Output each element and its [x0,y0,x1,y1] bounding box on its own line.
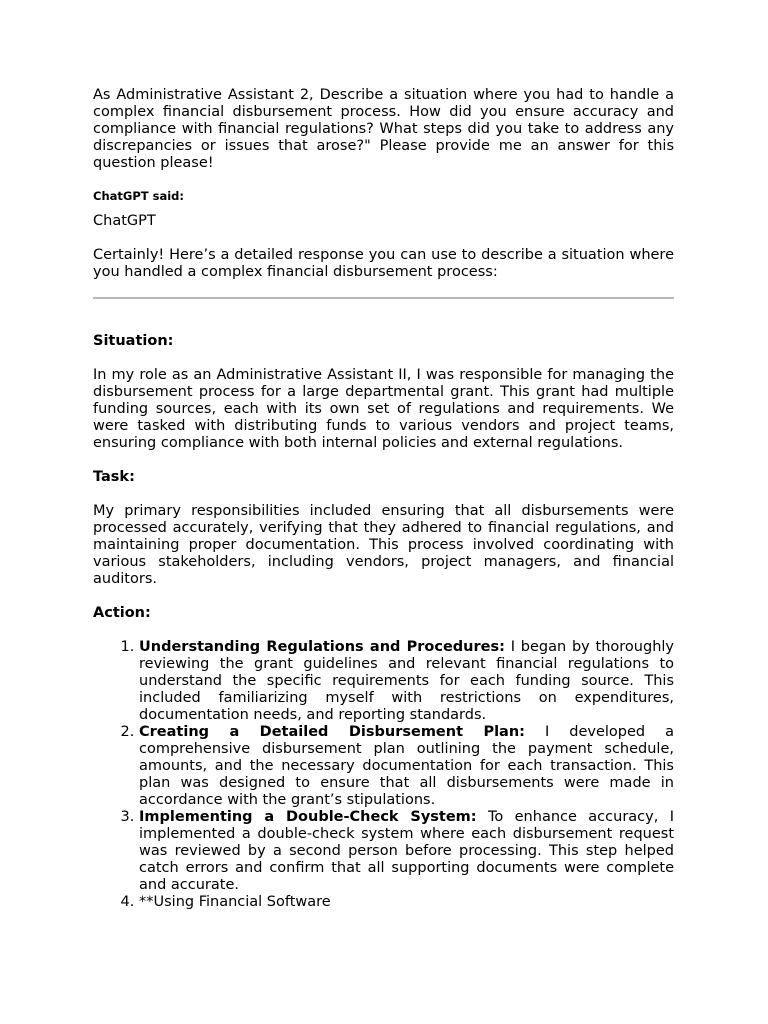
situation-heading: Situation: [93,333,174,349]
list-item-lead: Understanding Regulations and Procedures: [139,639,505,655]
list-item [139,894,674,911]
list-item-text: To enhance accuracy, I implemented a double-check system where each disbursement request was reviewed by a second person before processing. This step helped catch errors and confirm that all supporting documents were complete and accurate. [139,809,674,893]
assistant-name: ChatGPT [93,213,156,229]
list-item-text: I developed a comprehensive disbursement plan outlining the payment schedule, amounts, and the necessary documentation for each transaction. This plan was designed to ensure that all disbursements were made in accordance with the grant’s stipulations. [139,724,674,808]
list-item-lead: Implementing a Double-Check System: [139,809,477,825]
list-item [139,809,674,894]
list-item-lead: Creating a Detailed Disbursement Plan: [139,724,525,740]
list-item [139,639,674,724]
intro-paragraph: Certainly! Here’s a detailed response you can use to describe a situation where you handled a complex financial disbursement process: [93,247,674,280]
user-question: As Administrative Assistant 2, Describe a situation where you had to handle a complex financial disbursement process. How did you ensure accuracy and compliance with financial regulations? What steps did you take to address any discrepancies or issues that arose?" Please provide me an answer for this question please! [93,87,674,171]
list-item [139,724,674,809]
task-paragraph: My primary responsibilities included ensuring that all disbursements were processed accurately, verifying that they adhered to financial regulations, and maintaining proper documentation. This process involved coordinating with various stakeholders, including vendors, project managers, and financial auditors. [93,503,674,587]
task-heading: Task: [93,469,135,485]
list-item-text: I began by thoroughly reviewing the grant guidelines and relevant financial regulations to understand the specific requirements for each funding source. This included familiarizing myself with restrictions on expenditures, documentation needs, and reporting standards. [139,639,675,723]
horizontal-divider [93,297,674,299]
document-page [93,87,674,911]
action-list [93,639,674,911]
action-heading: Action: [93,605,151,621]
situation-paragraph: In my role as an Administrative Assistant II, I was responsible for managing the disbursement process for a large departmental grant. This grant had multiple funding sources, each with its own set of regulations and requirements. We were tasked with distributing funds to various vendors and project teams, ensuring compliance with both internal policies and external regulations. [93,367,674,451]
chatgpt-said-label: ChatGPT said: [93,189,184,203]
list-item-text: **Using Financial Software [139,894,331,910]
